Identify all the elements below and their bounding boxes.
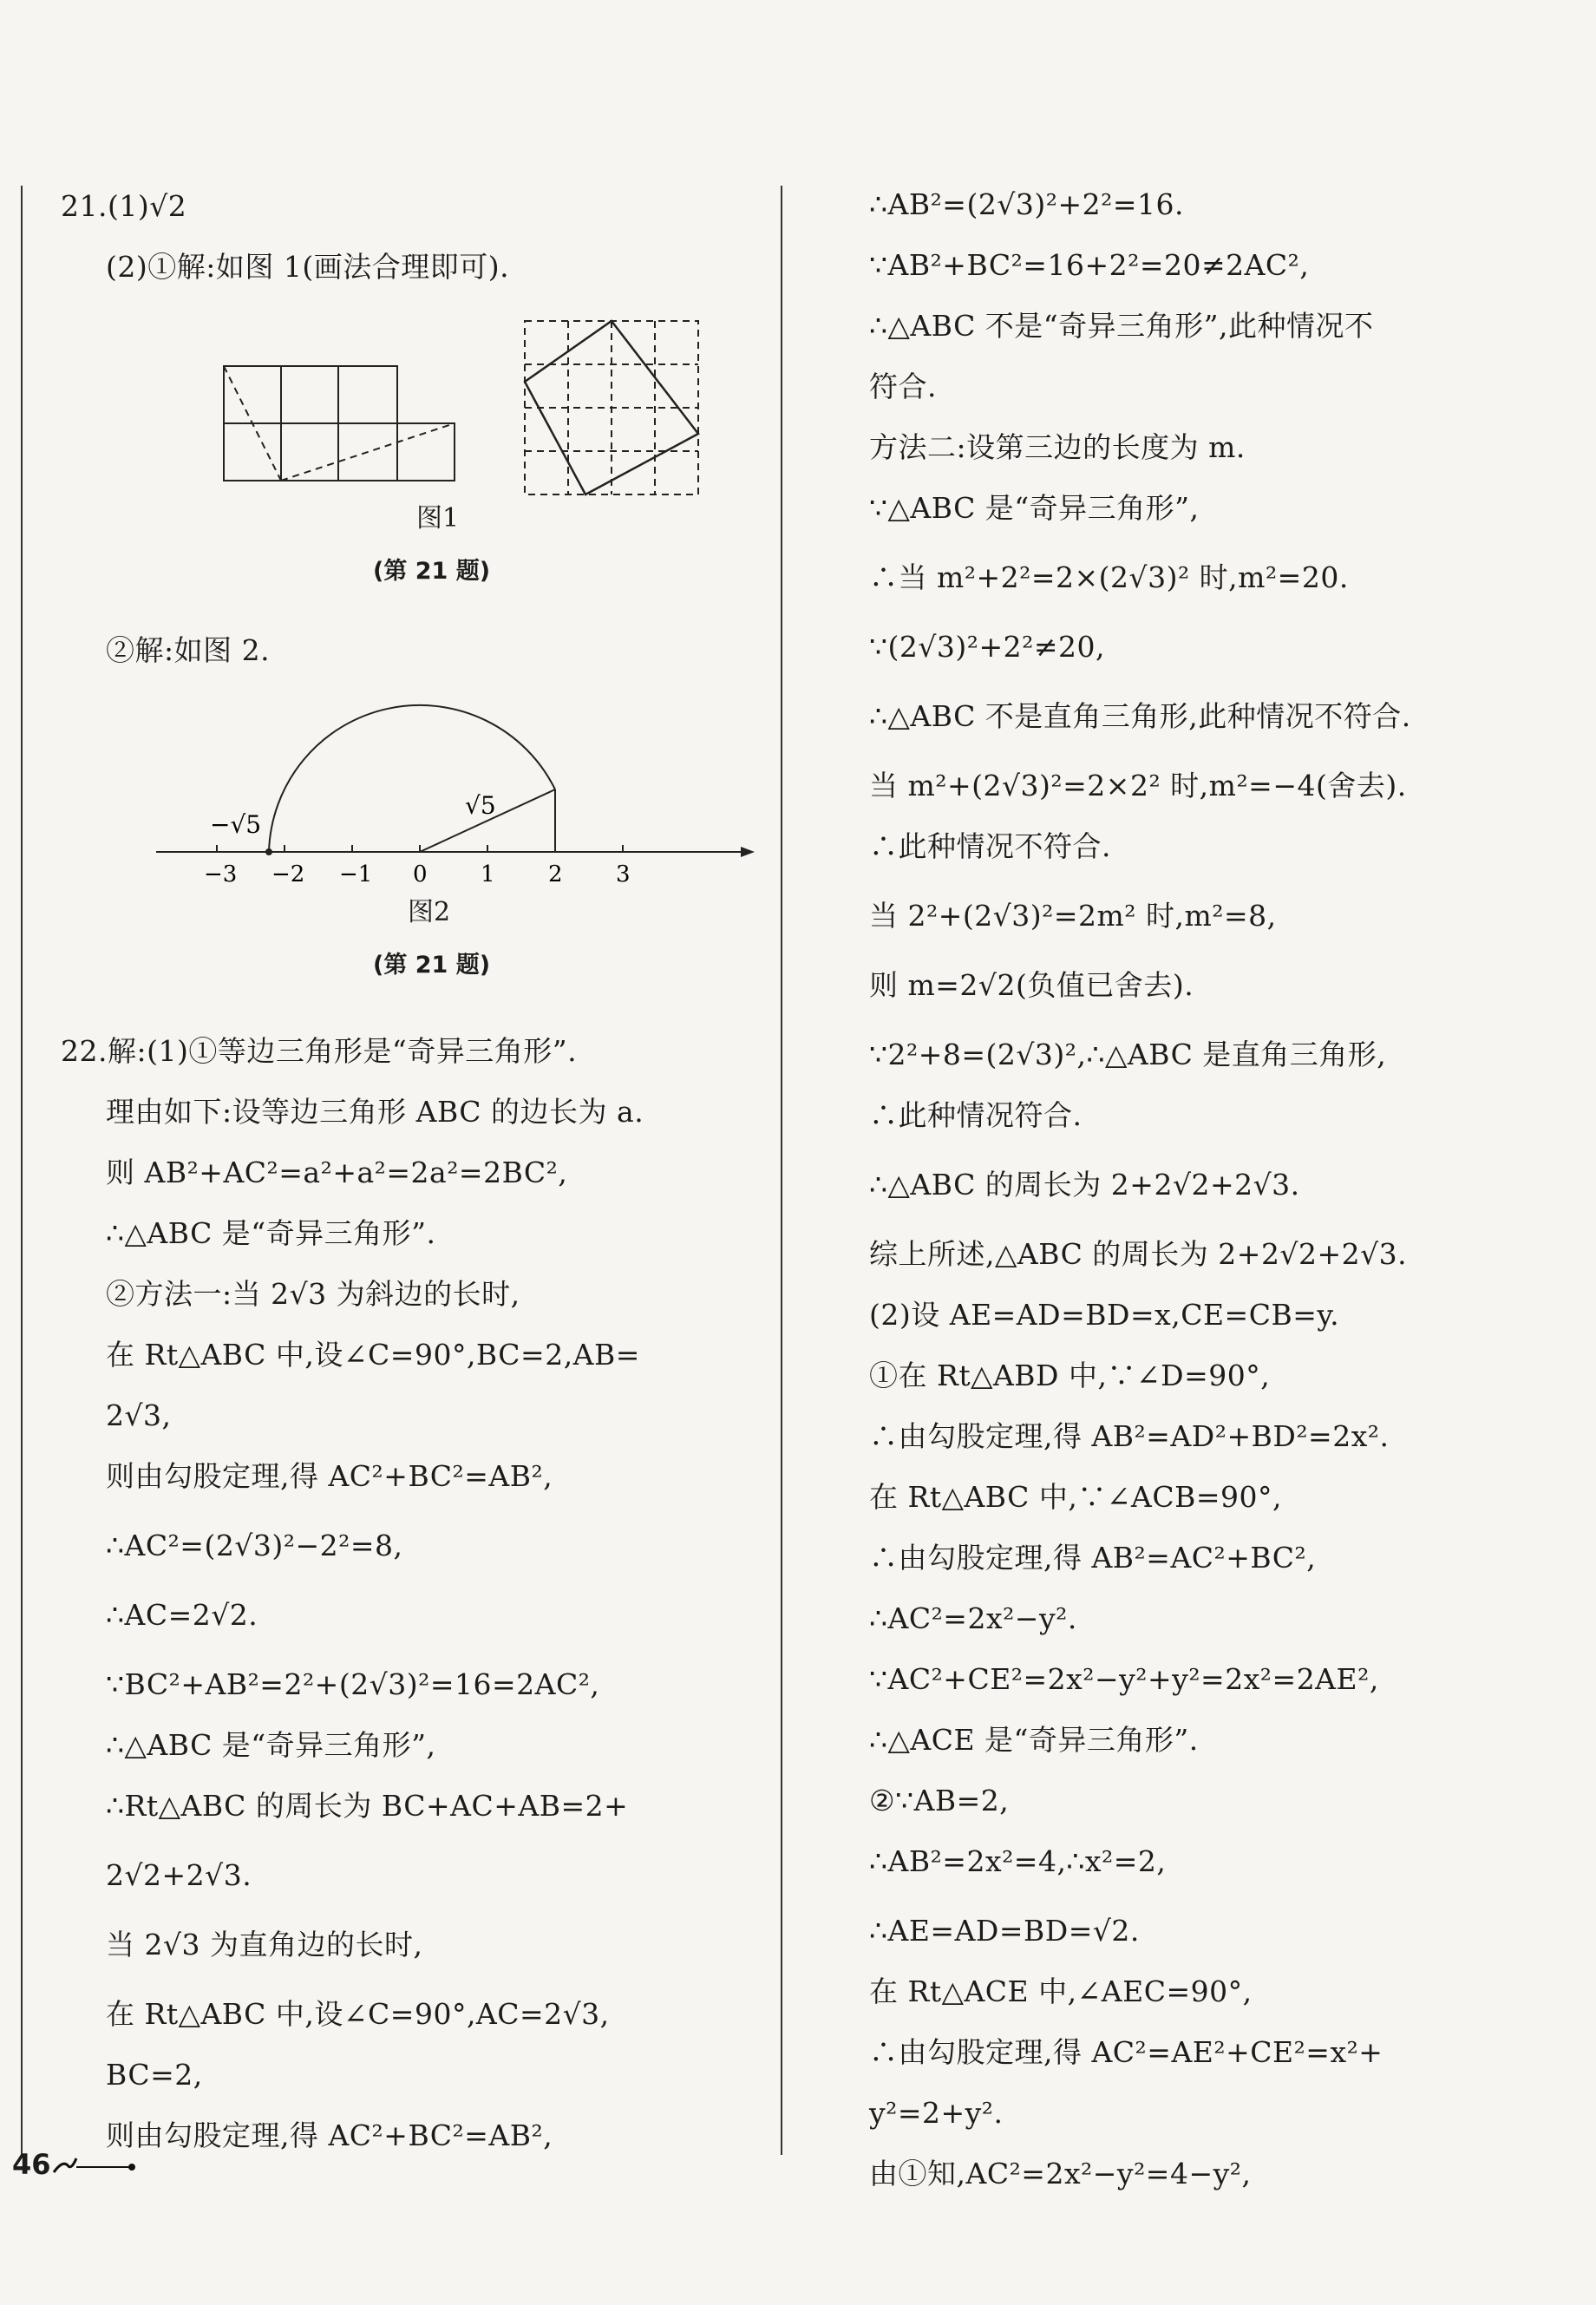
figure-2-caption: 图2 bbox=[408, 897, 451, 927]
right-line-29: 在 Rt△ACE 中,∠AEC=90°, bbox=[869, 1974, 1253, 2008]
right-line-30: ∴由勾股定理,得 AC²=AE²+CE²=x²+ bbox=[869, 2035, 1383, 2069]
right-line-2: ∵AB²+BC²=16+2²=20≠2AC², bbox=[869, 248, 1310, 282]
right-line-3: ∴△ABC 不是“奇异三角形”,此种情况不 bbox=[869, 309, 1374, 343]
column-divider bbox=[781, 186, 782, 2155]
svg-text:0: 0 bbox=[413, 861, 428, 885]
svg-text:3: 3 bbox=[616, 861, 631, 885]
q22-line-4: ∴△ABC 是“奇异三角形”. bbox=[106, 1216, 436, 1250]
right-line-10: 当 m²+(2√3)²=2×2² 时,m²=−4(舍去). bbox=[869, 769, 1407, 802]
q22-line-1: 22.解:(1)①等边三角形是“奇异三角形”. bbox=[61, 1034, 578, 1068]
right-line-16: ∴△ABC 的周长为 2+2√2+2√3. bbox=[869, 1168, 1300, 1202]
right-line-27: ∴AB²=2x²=4,∴x²=2, bbox=[869, 1844, 1167, 1878]
q21-answer-3: ②解:如图 2. bbox=[106, 633, 271, 667]
right-line-23: ∴AC²=2x²−y². bbox=[869, 1601, 1077, 1635]
right-line-22: ∴由勾股定理,得 AB²=AC²+BC², bbox=[869, 1541, 1317, 1575]
left-margin-rule bbox=[21, 186, 23, 2155]
figure-2-title: (第 21 题) bbox=[373, 952, 491, 979]
right-line-8: ∵(2√3)²+2²≠20, bbox=[869, 630, 1105, 664]
q22-line-9: ∴AC²=(2√3)²−2²=8, bbox=[106, 1529, 403, 1562]
right-line-17: 综上所述,△ABC 的周长为 2+2√2+2√3. bbox=[869, 1237, 1408, 1271]
neg-sqrt5-label: −√5 bbox=[210, 810, 262, 839]
q22-line-5: ②方法一:当 2√3 为斜边的长时, bbox=[106, 1277, 520, 1311]
q22-line-10: ∴AC=2√2. bbox=[106, 1598, 258, 1632]
q22-line-16: 在 Rt△ABC 中,设∠C=90°,AC=2√3, bbox=[106, 1997, 610, 2031]
right-line-26: ②∵AB=2, bbox=[869, 1784, 1010, 1817]
q22-line-15: 当 2√3 为直角边的长时, bbox=[106, 1928, 423, 1961]
q22-line-12: ∴△ABC 是“奇异三角形”, bbox=[106, 1728, 436, 1762]
right-line-5: 方法二:设第三边的长度为 m. bbox=[869, 430, 1246, 464]
q21-answer-1: 21.(1)√2 bbox=[61, 189, 187, 223]
page-ornament-icon bbox=[50, 2146, 137, 2177]
right-line-14: ∵2²+8=(2√3)²,∴△ABC 是直角三角形, bbox=[869, 1038, 1387, 1071]
q22-line-3: 则 AB²+AC²=a²+a²=2a²=2BC², bbox=[106, 1156, 568, 1189]
figure-1 bbox=[217, 312, 703, 503]
right-line-11: ∴此种情况不符合. bbox=[869, 829, 1111, 863]
right-line-6: ∵△ABC 是“奇异三角形”, bbox=[869, 491, 1200, 525]
neg-sqrt5-point bbox=[265, 848, 272, 855]
right-line-9: ∴△ABC 不是直角三角形,此种情况不符合. bbox=[869, 699, 1411, 733]
right-line-12: 当 2²+(2√3)²=2m² 时,m²=8, bbox=[869, 899, 1277, 933]
q22-line-2: 理由如下:设等边三角形 ABC 的边长为 a. bbox=[106, 1095, 644, 1129]
right-line-32: 由①知,AC²=2x²−y²=4−y², bbox=[869, 2157, 1252, 2190]
svg-text:−2: −2 bbox=[271, 861, 305, 885]
svg-text:−3: −3 bbox=[204, 861, 238, 885]
right-line-25: ∴△ACE 是“奇异三角形”. bbox=[869, 1723, 1199, 1757]
q22-line-11: ∵BC²+AB²=2²+(2√3)²=16=2AC², bbox=[106, 1667, 600, 1701]
right-line-7: ∴当 m²+2²=2×(2√3)² 时,m²=20. bbox=[869, 560, 1349, 594]
q22-line-6: 在 Rt△ABC 中,设∠C=90°,BC=2,AB= bbox=[106, 1338, 640, 1372]
q22-line-7: 2√3, bbox=[106, 1398, 172, 1432]
right-line-4: 符合. bbox=[869, 370, 937, 403]
right-line-18: (2)设 AE=AD=BD=x,CE=CB=y. bbox=[869, 1298, 1340, 1332]
right-line-19: ①在 Rt△ABD 中,∵∠D=90°, bbox=[869, 1359, 1271, 1392]
number-line-arrow bbox=[741, 847, 755, 857]
sqrt5-label: √5 bbox=[465, 791, 496, 820]
right-line-21: 在 Rt△ABC 中,∵∠ACB=90°, bbox=[869, 1480, 1283, 1514]
figure-1-left-shape bbox=[224, 366, 455, 481]
q22-line-17: BC=2, bbox=[106, 2058, 203, 2092]
svg-text:−1: −1 bbox=[339, 861, 373, 885]
page-number: 46 bbox=[12, 2148, 51, 2181]
right-line-13: 则 m=2√2(负值已舍去). bbox=[869, 968, 1194, 1002]
right-line-1: ∴AB²=(2√3)²+2²=16. bbox=[869, 187, 1184, 221]
right-line-15: ∴此种情况符合. bbox=[869, 1098, 1083, 1132]
right-line-28: ∴AE=AD=BD=√2. bbox=[869, 1914, 1140, 1948]
figure-1-grid bbox=[525, 321, 698, 494]
q21-answer-2: (2)①解:如图 1(画法合理即可). bbox=[106, 250, 510, 284]
q22-line-8: 则由勾股定理,得 AC²+BC²=AB², bbox=[106, 1459, 553, 1493]
q22-line-14: 2√2+2√3. bbox=[106, 1858, 252, 1892]
q22-line-13: ∴Rt△ABC 的周长为 BC+AC+AB=2+ bbox=[106, 1789, 629, 1823]
figure-1-title: (第 21 题) bbox=[373, 558, 491, 585]
semicircle-arc bbox=[269, 705, 555, 852]
figure-2 bbox=[156, 703, 763, 885]
svg-text:1: 1 bbox=[481, 861, 495, 885]
right-line-31: y²=2+y². bbox=[869, 2096, 1004, 2130]
right-line-20: ∴由勾股定理,得 AB²=AD²+BD²=2x². bbox=[869, 1419, 1390, 1453]
right-line-24: ∵AC²+CE²=2x²−y²+y²=2x²=2AE², bbox=[869, 1662, 1379, 1696]
q22-line-18: 则由勾股定理,得 AC²+BC²=AB², bbox=[106, 2118, 553, 2152]
svg-text:2: 2 bbox=[548, 861, 563, 885]
tick-labels bbox=[204, 861, 631, 885]
figure-1-caption: 图1 bbox=[416, 503, 460, 534]
